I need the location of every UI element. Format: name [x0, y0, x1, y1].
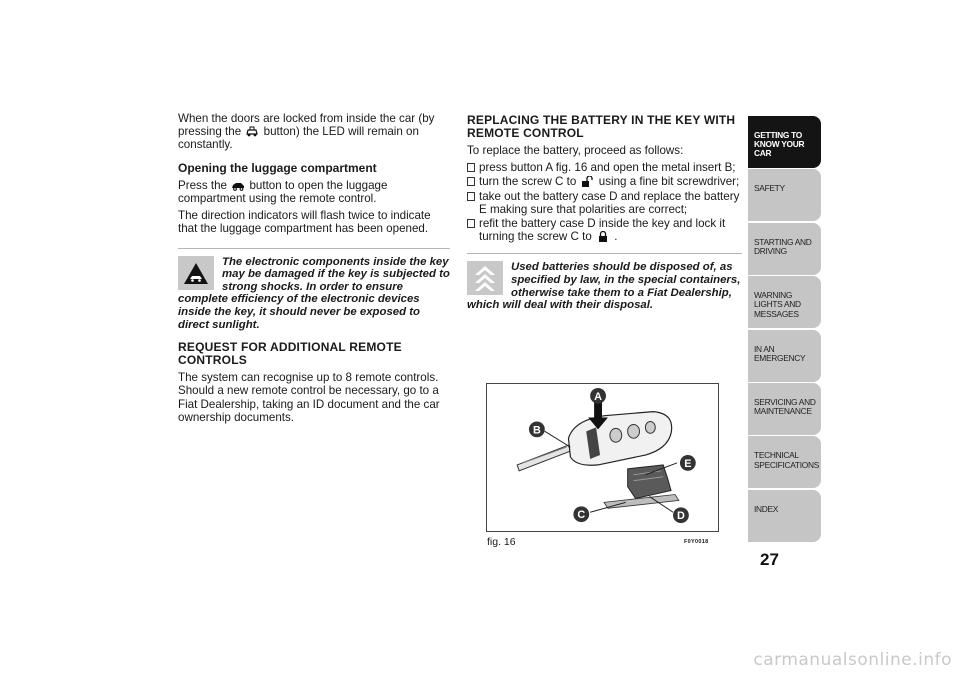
battery-steps [467, 161, 742, 243]
tab-label: SERVICING AND MAINTENANCE [754, 396, 816, 417]
tab-label: WARNING LIGHTS AND MESSAGES [754, 290, 801, 319]
step-text-b: using a fine bit screwdriver; [598, 175, 740, 189]
step-text-a: refit the battery case D inside the key and lock it turning the screw C to [479, 217, 726, 244]
tab-label: SAFETY [754, 183, 785, 194]
figure-label-a: A [594, 390, 602, 403]
note-box [467, 253, 742, 311]
tab-label: GETTING TO KNOW YOUR CAR [754, 130, 805, 159]
figure-label-b: B [532, 424, 541, 437]
tab-starting-and-driving[interactable] [748, 223, 821, 275]
lock-led-text-b: button) the LED will remain on constantly. [178, 125, 419, 152]
step-text-b: . [614, 230, 618, 244]
warning-text: The electronic components inside the key may be damaged if the key is subjected to strong shocks. In order to ensure complete efficiency of the electronic devices inside the key, it should never be exposed to direct sunlight. [178, 255, 450, 331]
tab-label: STARTING AND DRIVING [754, 236, 812, 256]
tab-safety[interactable] [748, 169, 821, 221]
figure-label-c: C [577, 509, 586, 522]
checkbox-bullet-icon [467, 177, 475, 186]
list-item [467, 190, 742, 216]
page-number: 27 [760, 550, 779, 569]
key-illustration [487, 384, 718, 531]
tab-technical-specifications[interactable] [748, 436, 821, 488]
request-paragraph: The system can recognise up to 8 remote controls. Should a new remote control be necessary, go to a Fiat Dealership, taking an ID document and the car ownership documents. [178, 371, 440, 424]
left-column [178, 112, 450, 428]
car-trunk-icon [231, 180, 245, 191]
indicators-paragraph: The direction indicators will flash twice to indicate that the luggage compartment has been opened. [178, 209, 431, 236]
tab-getting-to-know-your-car[interactable] [748, 116, 821, 168]
locked-padlock-icon [596, 231, 610, 242]
figure-label-e: E [684, 457, 692, 470]
luggage-text-a: Press the [178, 178, 227, 192]
list-item [467, 217, 742, 243]
tab-in-an-emergency[interactable] [748, 330, 821, 382]
tab-index[interactable] [748, 490, 821, 542]
tab-label: IN AN EMERGENCY [754, 343, 806, 363]
lock-car-icon [245, 126, 259, 137]
lock-led-text-a: When the doors are locked from inside the car (by pressing the [178, 112, 435, 139]
key-figure [486, 383, 719, 532]
unlocked-padlock-icon [581, 176, 595, 187]
watermark: carmanualsonline.info [753, 650, 952, 670]
right-column [467, 112, 742, 312]
luggage-paragraph [178, 179, 450, 205]
figure-code: F0Y0018 [684, 539, 709, 545]
chapter-sidebar [748, 116, 821, 543]
lock-led-paragraph [178, 112, 450, 152]
checkbox-bullet-icon [467, 163, 475, 172]
luggage-text-b: button to open the luggage compartment using the remote control. [178, 178, 388, 206]
tab-label: TECHNICAL SPECIFICATIONS [754, 450, 819, 470]
figure-label-d: D [677, 510, 685, 523]
warning-box [178, 248, 450, 332]
list-item [467, 175, 742, 188]
note-text: Used batteries should be disposed of, as specified by law, in the special containers, otherwise take them to a Fiat Dealership, which will deal with their disposal. [467, 261, 741, 312]
luggage-heading: Opening the luggage compartment [178, 160, 377, 175]
checkbox-bullet-icon [467, 192, 475, 201]
warning-triangle-icon [178, 256, 214, 290]
list-item [467, 161, 742, 174]
battery-intro: To replace the battery, proceed as follows: [467, 144, 684, 157]
battery-heading: REPLACING THE BATTERY IN THE KEY WITH REMOTE CONTROL [467, 113, 736, 140]
tab-servicing-and-maintenance[interactable] [748, 383, 821, 435]
step-text-a: turn the screw C to [479, 175, 577, 189]
request-heading: REQUEST FOR ADDITIONAL REMOTE CONTROLS [178, 340, 402, 367]
figure-caption: fig. 16 [487, 536, 516, 548]
recycle-chevron-icon [467, 261, 503, 295]
tab-warning-lights-and-messages[interactable] [748, 276, 821, 328]
step-text: take out the battery case D and replace the battery E making sure that polarities are correct; [479, 189, 740, 216]
tab-label: INDEX [754, 503, 779, 514]
checkbox-bullet-icon [467, 219, 475, 228]
step-text: press button A fig. 16 and open the metal insert B; [479, 161, 736, 175]
